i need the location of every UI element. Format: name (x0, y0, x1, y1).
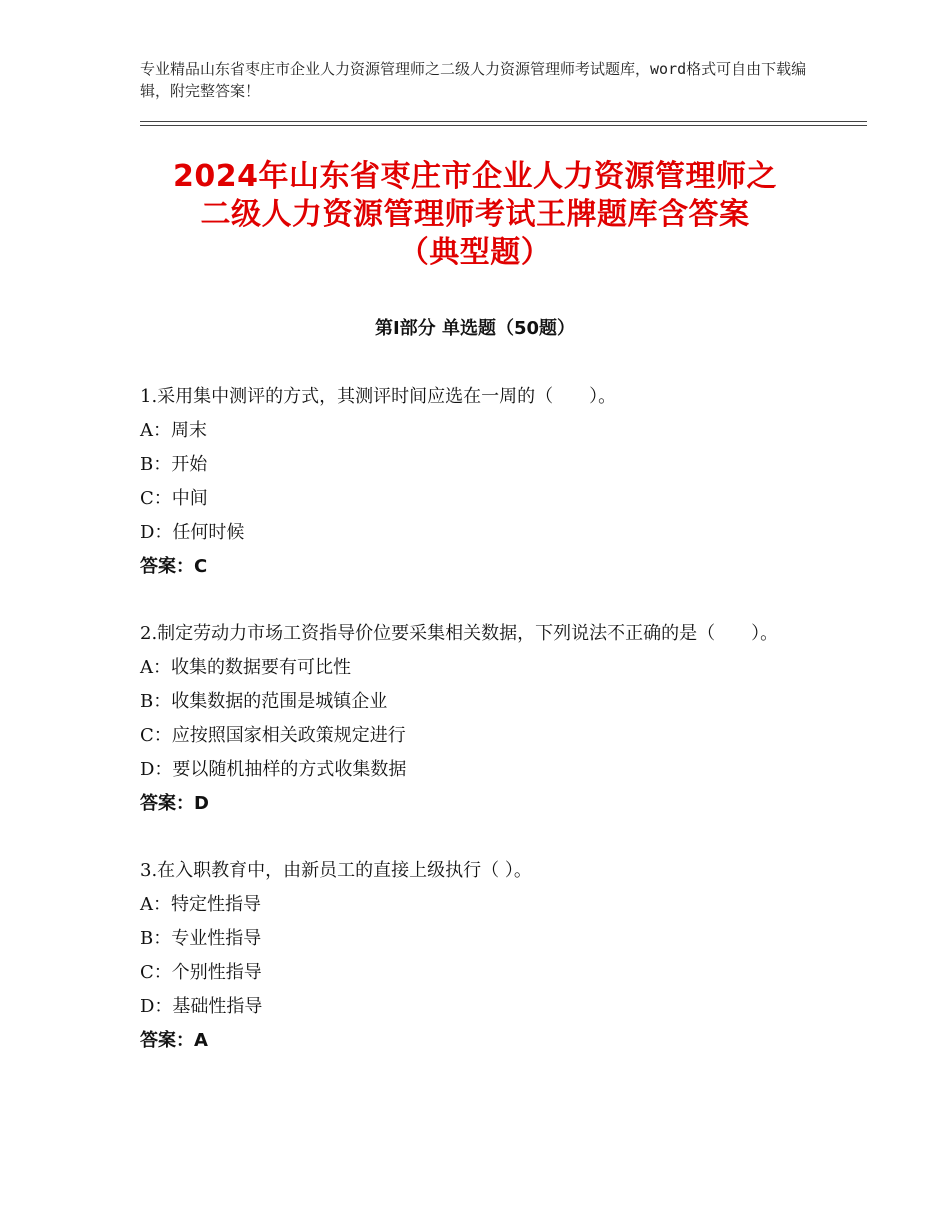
question-stem: 3.在入职教育中，由新员工的直接上级执行（ ）。 (140, 860, 532, 881)
option-d: D：任何时候 (140, 522, 245, 543)
header-divider-bottom (140, 125, 867, 126)
header-note: 专业精品山东省枣庄市企业人力资源管理师之二级人力资源管理师考试题库，word格式可自由下载编辑，附完整答案！ (140, 60, 807, 100)
section-title: 第Ⅰ部分 单选题（50题） (374, 318, 575, 339)
option-d: D：要以随机抽样的方式收集数据 (140, 759, 407, 780)
answer: 答案：A (140, 1030, 208, 1051)
option-c: C：个别性指导 (140, 962, 262, 983)
option-a: A：收集的数据要有可比性 (140, 657, 351, 678)
title-line-1: 2024年山东省枣庄市企业人力资源管理师之 (173, 159, 777, 194)
question-stem: 1.采用集中测评的方式，其测评时间应选在一周的（ ）。 (140, 386, 617, 407)
title-line-2: 二级人力资源管理师考试王牌题库含答案 (200, 197, 750, 232)
option-a: A：特定性指导 (140, 894, 261, 915)
header-divider-top (140, 121, 867, 122)
title-line-3: （典型题） (398, 235, 552, 270)
answer: 答案：D (140, 793, 209, 814)
question-3 (140, 854, 820, 1058)
option-c: C：应按照国家相关政策规定进行 (140, 725, 406, 746)
option-a: A：周末 (140, 420, 207, 441)
question-stem: 2.制定劳动力市场工资指导价位要采集相关数据，下列说法不正确的是（ ）。 (140, 623, 779, 644)
option-b: B：收集数据的范围是城镇企业 (140, 691, 388, 712)
option-b: B：专业性指导 (140, 928, 262, 949)
option-b: B：开始 (140, 454, 208, 475)
question-list (140, 380, 820, 1091)
answer: 答案：C (140, 556, 208, 577)
question-1 (140, 380, 820, 584)
document-title (120, 158, 830, 272)
option-c: C：中间 (140, 488, 208, 509)
option-d: D：基础性指导 (140, 996, 263, 1017)
question-2 (140, 617, 820, 821)
